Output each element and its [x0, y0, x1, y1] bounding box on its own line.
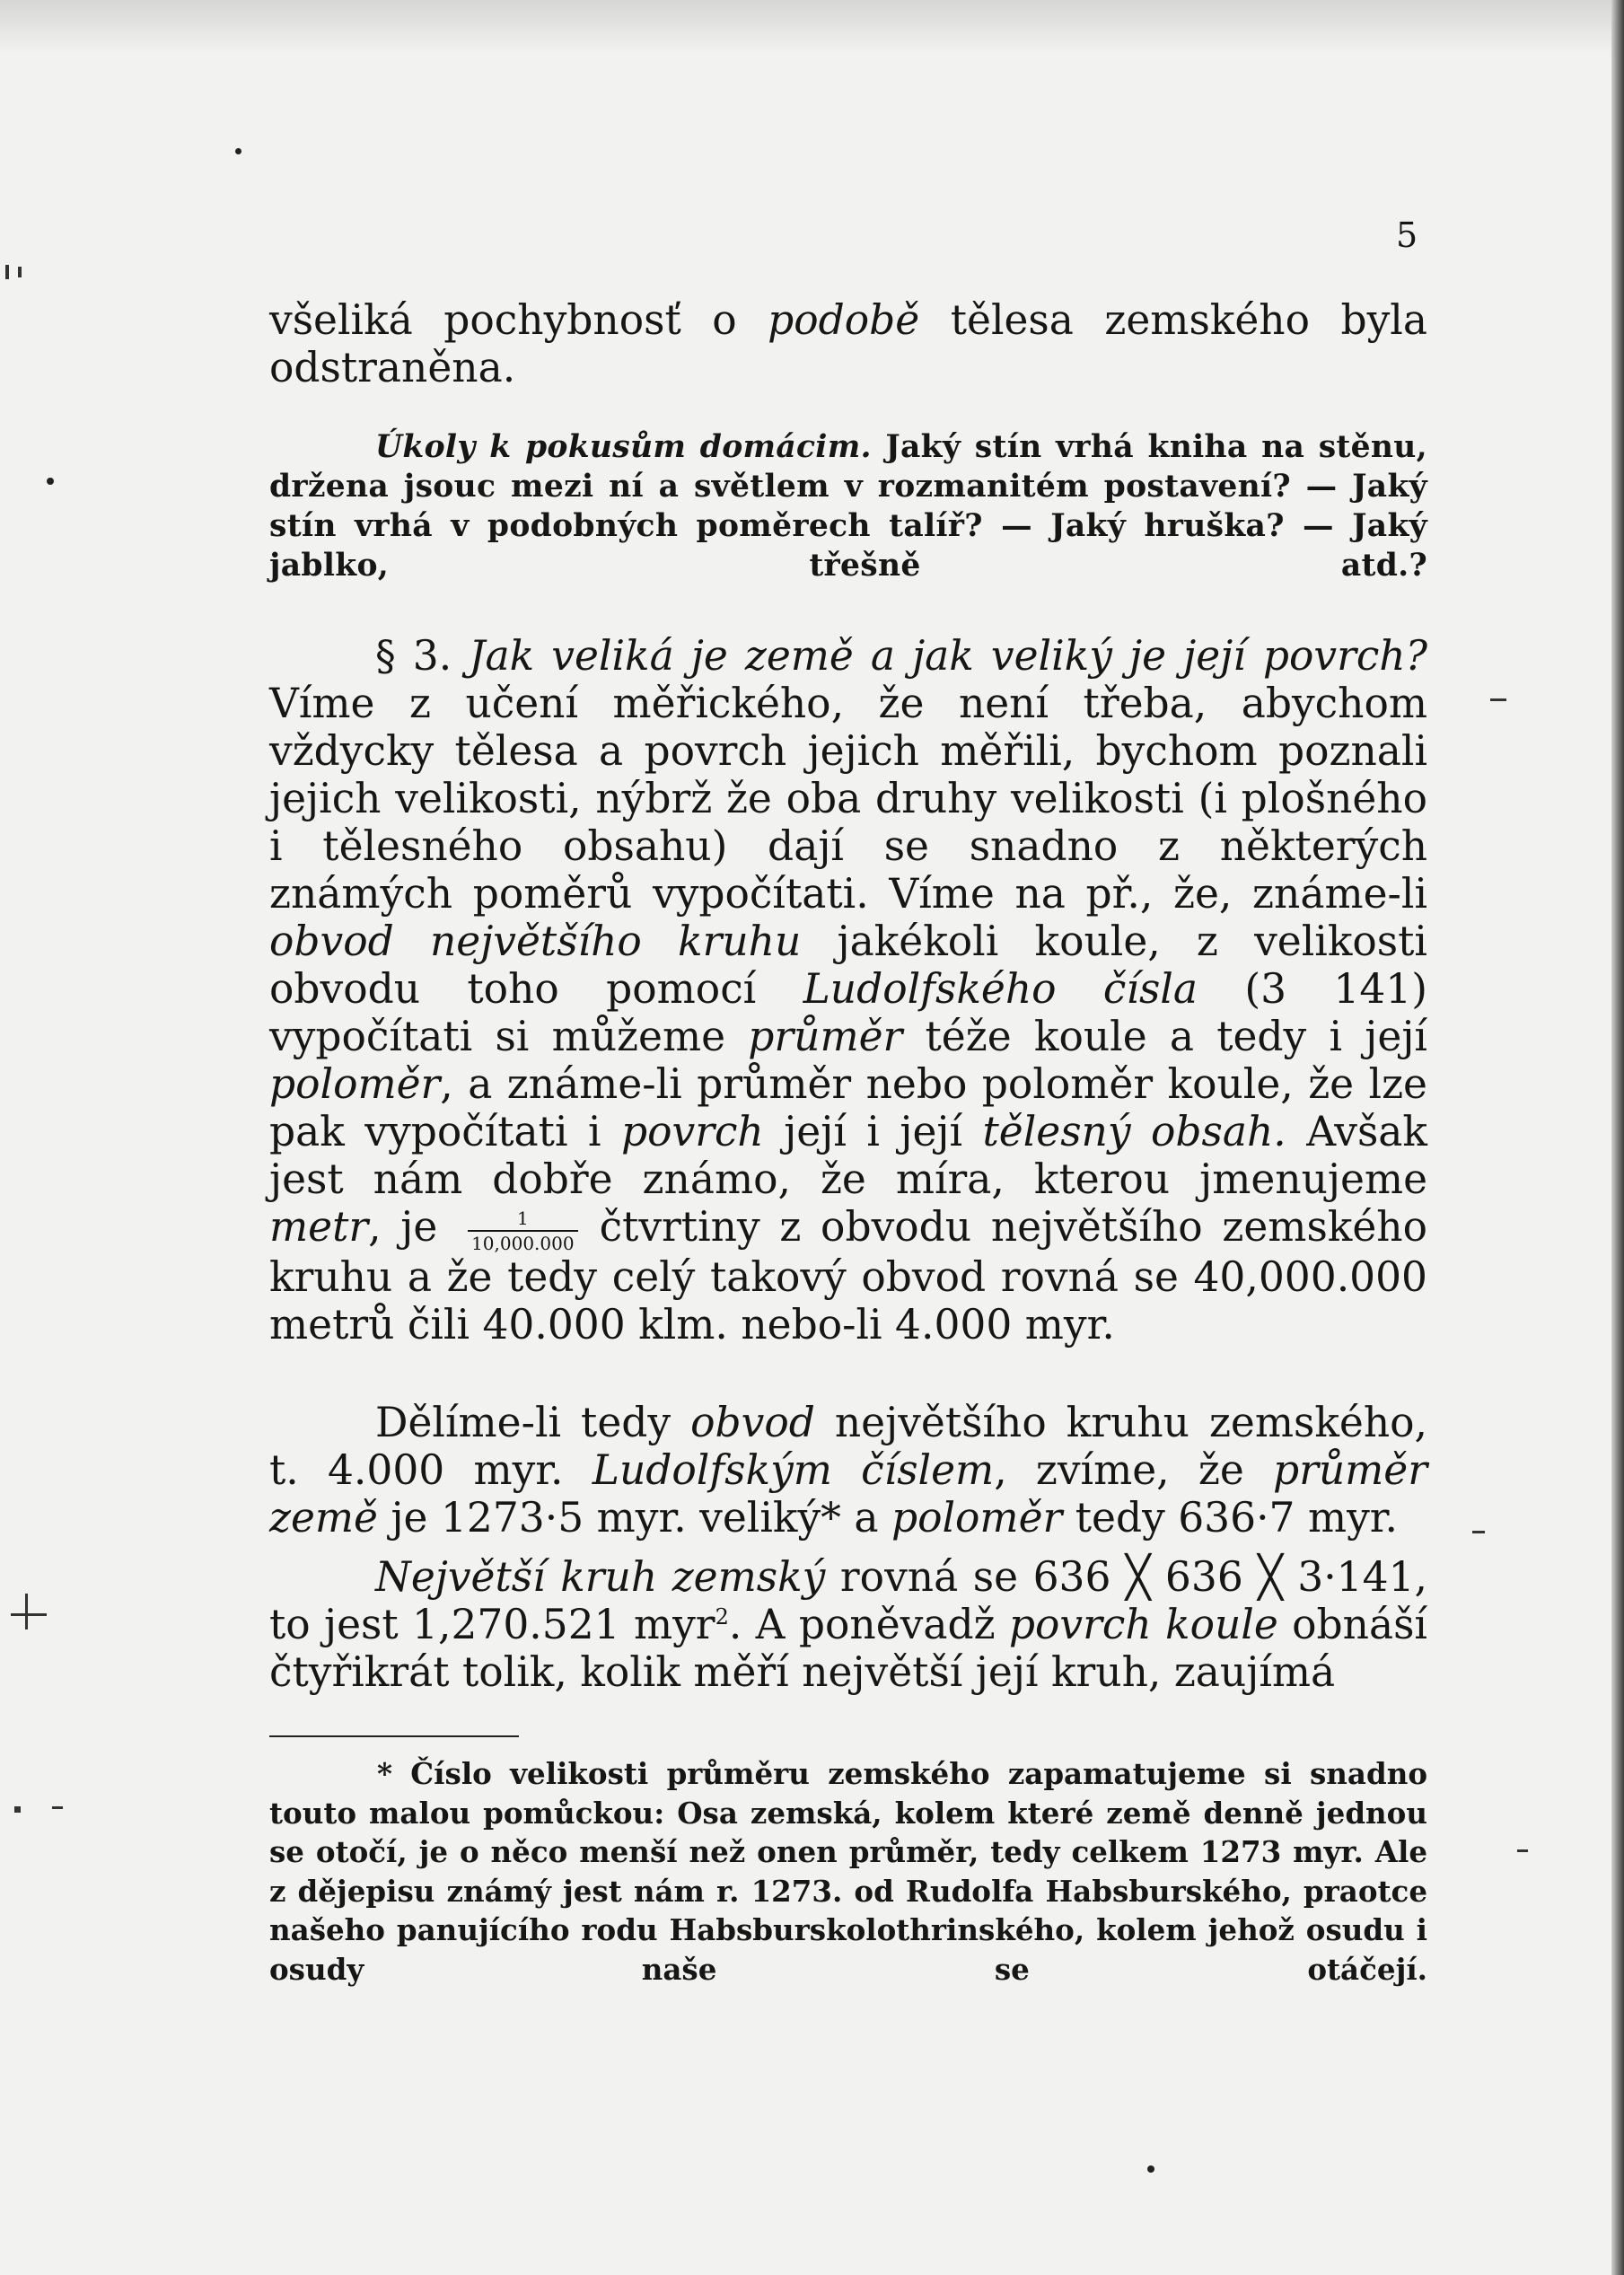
italic-run: Úkoly k pokusům domácim.	[375, 429, 872, 465]
scan-mark	[5, 265, 9, 279]
italic-run: obvod	[690, 1399, 815, 1446]
italic-run: Jak veliká je země a jak veliký je její povrch?	[469, 632, 1427, 680]
text-run: , je	[368, 1203, 458, 1251]
text-run: , a známe-li průměr nebo poloměr koule, že lze pak vypočítati i	[269, 1060, 1427, 1155]
paragraph-great-circle	[269, 1553, 1427, 1696]
text-run: všeliká pochybnosť o	[269, 296, 768, 344]
text-run: Jaký stín vrhá kniha na stěnu, držena jsouc mezi ní a světlem v rozmanitém postavení? — Jaký stín vrhá v podobných poměrech talíř? — Jaký hruška? — Jaký jablko, třešně atd.?	[269, 429, 1427, 584]
fraction: $\frac{1}{10,000.000}$	[468, 1208, 578, 1253]
scan-mark	[1490, 698, 1506, 701]
italic-run: povrch	[620, 1108, 764, 1155]
italic-run: Ludolfským číslem	[592, 1446, 995, 1494]
italic-run: průměr země	[269, 1446, 1427, 1542]
scan-mark	[25, 1594, 28, 1629]
text-run: § 3.	[375, 632, 470, 680]
scan-mark	[14, 1806, 21, 1813]
footnote-rule	[269, 1735, 519, 1737]
paragraph-home-experiments	[269, 427, 1427, 625]
scan-top-shade	[0, 0, 1624, 54]
scan-speck	[1147, 2165, 1154, 2173]
scan-mark	[1472, 1531, 1485, 1533]
text-run: Dělíme-li tedy	[375, 1399, 691, 1446]
text-run: Víme z učení měřického, že není třeba, abychom vždycky tělesa a povrch jejich měřili, bychom poznali jejich velikosti, nýbrž že oba druhy velikosti (i plošného i tělesného obsahu) dají se snadno z některých známých poměrů vypočítati. Víme na př., že, známe-li	[269, 680, 1427, 918]
italic-run: poloměr	[269, 1060, 441, 1108]
text-run: . A poněvadž	[728, 1601, 1009, 1648]
text-run: (3 141) vypočítati si můžeme	[269, 965, 1427, 1060]
italic-run: povrch koule	[1008, 1601, 1278, 1648]
text-run: Avšak jest nám dobře známo, že míra, kterou jmenujeme	[269, 1108, 1428, 1203]
italic-run: obvod největšího kruhu	[269, 918, 802, 965]
text-run: , zvíme, že	[994, 1446, 1273, 1494]
italic-run: průměr	[748, 1013, 903, 1060]
italic-run: Ludolfského čísla	[803, 965, 1198, 1013]
italic-run: poloměr	[891, 1494, 1063, 1542]
scan-speck	[47, 478, 54, 485]
text-run: obnáší čtyřikrát tolik, kolik měří největší její kruh, zaujímá	[269, 1601, 1427, 1696]
superscript: 2	[715, 1603, 729, 1629]
scan-mark	[11, 1613, 47, 1616]
italic-run: metr	[269, 1203, 369, 1251]
text-run: tedy 636·7 myr.	[1062, 1494, 1399, 1542]
text-run: její i její	[763, 1108, 983, 1155]
scan-mark	[52, 1806, 63, 1809]
scan-speck	[235, 148, 241, 154]
text-run: je 1273·5 myr. veliký* a	[377, 1494, 891, 1542]
scan-mark	[18, 267, 22, 277]
paragraph-opening	[269, 296, 1427, 439]
scan-page-edge	[1611, 0, 1624, 2275]
paragraph-section-3	[269, 632, 1427, 1348]
text-run: největšího kruhu zemského, t. 4.000 myr.	[269, 1399, 1427, 1494]
italic-run: Největší kruh zemský	[375, 1553, 826, 1601]
scan-mark	[1517, 1849, 1528, 1852]
page-number: 5	[1396, 215, 1418, 255]
text-run: tělesa zemského byla odstraněna.	[269, 296, 1427, 391]
footnote: * Číslo velikosti průměru zemského zapamatujeme si snadno touto malou pomůckou: Osa zemská, kolem které země denně jednou se otočí, je o něco menší než onen průměr, tedy celkem 1273 myr. Ale z dějepisu známý jest nám r. 1273. od Rudolfa Habsburského, praotce našeho panujícího rodu Habsburskolothrinského, kolem jehož osudu i osudy naše se otáčejí.	[269, 1756, 1427, 1987]
italic-run: podobě	[768, 296, 920, 344]
text-run: téže koule a tedy i její	[902, 1013, 1427, 1060]
text-run: jakékoli koule, z velikosti obvodu toho pomocí	[269, 918, 1427, 1013]
text-run: rovná se 636 ╳ 636 ╳ 3·141, to jest 1,270.521 myr	[269, 1553, 1427, 1648]
italic-run: tělesný obsah.	[982, 1108, 1286, 1155]
paragraph-diameter	[269, 1399, 1427, 1542]
text-run: čtvrtiny z obvodu největšího zemského kruhu a že tedy celý takový obvod rovná se 40,000.000 metrů čili 40.000 klm. nebo-li 4.000 myr.	[269, 1203, 1427, 1348]
